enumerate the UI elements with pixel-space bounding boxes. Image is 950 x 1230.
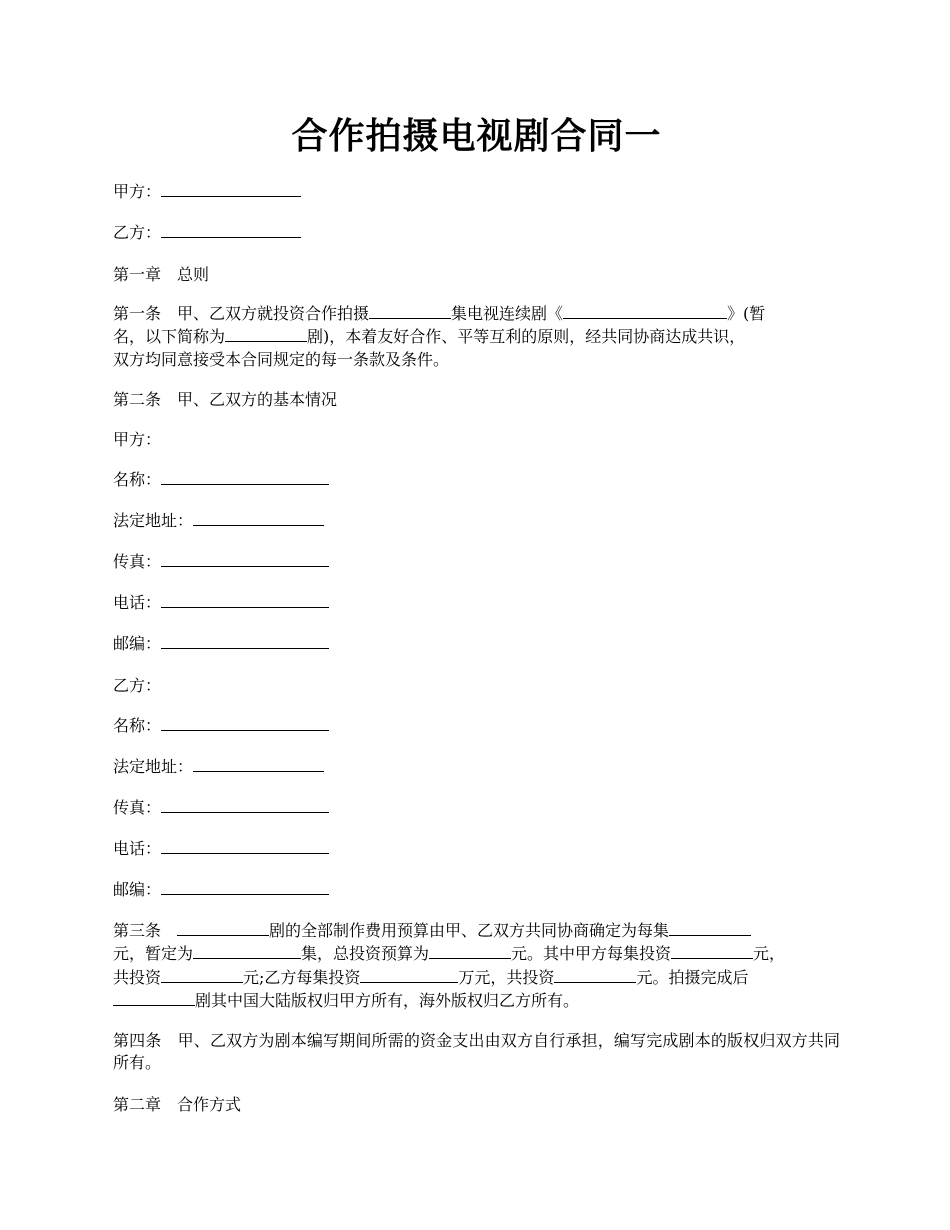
party-b-per-episode-blank[interactable] bbox=[360, 967, 458, 983]
party-a-phone-blank[interactable] bbox=[161, 592, 329, 608]
party-b-name-line bbox=[113, 715, 840, 737]
article-3-text: 元。其中甲方每集投资 bbox=[511, 944, 672, 963]
party-a-fax-blank[interactable] bbox=[161, 551, 329, 567]
phone-label: 电话： bbox=[113, 593, 162, 612]
party-b-section: 乙方： bbox=[113, 676, 162, 695]
article-1-text: 》(暂 bbox=[727, 304, 766, 323]
party-a-postcode-line bbox=[113, 633, 840, 655]
fax-label: 传真： bbox=[113, 552, 162, 571]
party-a-address-line bbox=[113, 510, 840, 532]
article-3-text: 第三条 bbox=[113, 921, 178, 940]
article-3-text: 元， bbox=[753, 944, 786, 963]
fax-label: 传真： bbox=[113, 798, 162, 817]
article-3-line-3 bbox=[113, 967, 840, 989]
drama-name-blank-2[interactable] bbox=[113, 990, 195, 1006]
party-b-address-blank[interactable] bbox=[193, 756, 324, 772]
party-a-per-episode-blank[interactable] bbox=[671, 943, 753, 959]
article-1-text: 集电视连续剧《 bbox=[451, 304, 564, 323]
party-a-label: 甲方： bbox=[113, 182, 162, 201]
party-a-address-blank[interactable] bbox=[193, 510, 324, 526]
party-b-phone-blank[interactable] bbox=[161, 838, 329, 854]
party-a-line bbox=[113, 181, 840, 203]
party-b-name-blank[interactable] bbox=[161, 715, 329, 731]
party-a-blank[interactable] bbox=[161, 181, 301, 197]
party-b-blank[interactable] bbox=[161, 222, 301, 238]
chapter-1-heading: 第一章 总则 bbox=[113, 265, 210, 284]
name-label: 名称： bbox=[113, 716, 162, 735]
article-4: 第四条 甲、乙双方为剧本编写期间所需的资金支出由双方自行承担，编写完成剧本的版权归双方共同所有。 bbox=[113, 1031, 840, 1072]
article-1-text: 名，以下简称为 bbox=[113, 327, 226, 346]
party-b-line bbox=[113, 222, 840, 244]
article-1-line-2 bbox=[113, 326, 840, 348]
article-3-text: 集，总投资预算为 bbox=[301, 944, 430, 963]
drama-title-blank[interactable] bbox=[563, 303, 727, 319]
party-b-phone-line bbox=[113, 838, 840, 860]
total-budget-blank[interactable] bbox=[429, 943, 511, 959]
article-3-text: 元。拍摄完成后 bbox=[636, 968, 749, 987]
party-a-section: 甲方： bbox=[113, 430, 162, 449]
party-a-fax-line bbox=[113, 551, 840, 573]
per-episode-budget-blank[interactable] bbox=[669, 920, 751, 936]
postcode-label: 邮编： bbox=[113, 634, 162, 653]
article-3-text: 万元，共投资 bbox=[458, 968, 555, 987]
article-3-text: 元;乙方每集投资 bbox=[243, 968, 361, 987]
party-a-postcode-blank[interactable] bbox=[161, 633, 329, 649]
drama-name-blank[interactable] bbox=[177, 920, 269, 936]
party-b-label: 乙方： bbox=[113, 223, 162, 242]
postcode-label: 邮编： bbox=[113, 880, 162, 899]
article-3-text: 元，暂定为 bbox=[113, 944, 194, 963]
party-a-total-blank[interactable] bbox=[161, 967, 243, 983]
party-b-total-blank[interactable] bbox=[554, 967, 636, 983]
episode-count-blank[interactable] bbox=[369, 303, 451, 319]
article-1-line-3: 双方均同意接受本合同规定的每一条款及条件。 bbox=[113, 350, 450, 369]
article-3-line-2 bbox=[113, 943, 840, 965]
article-3-line-4 bbox=[113, 990, 840, 1012]
article-3-line-1 bbox=[113, 920, 840, 942]
chapter-2-heading: 第二章 合作方式 bbox=[113, 1095, 242, 1114]
phone-label: 电话： bbox=[113, 839, 162, 858]
party-a-name-line bbox=[113, 469, 840, 491]
article-3-text: 剧的全部制作费用预算由甲、乙双方共同协商确定为每集 bbox=[269, 921, 670, 940]
party-b-postcode-line bbox=[113, 879, 840, 901]
article-3-text: 剧其中国大陆版权归甲方所有，海外版权归乙方所有。 bbox=[195, 991, 580, 1010]
article-3-text: 共投资 bbox=[113, 968, 162, 987]
party-a-phone-line bbox=[113, 592, 840, 614]
article-1-text: 第一条 甲、乙双方就投资合作拍摄 bbox=[113, 304, 370, 323]
address-label: 法定地址： bbox=[113, 757, 194, 776]
party-a-name-blank[interactable] bbox=[161, 469, 329, 485]
article-1-text: 剧)，本着友好合作、平等互利的原则，经共同协商达成共识， bbox=[307, 327, 746, 346]
party-b-postcode-blank[interactable] bbox=[161, 879, 329, 895]
episode-number-blank[interactable] bbox=[193, 943, 301, 959]
party-b-address-line bbox=[113, 756, 840, 778]
name-label: 名称： bbox=[113, 470, 162, 489]
party-b-fax-blank[interactable] bbox=[161, 797, 329, 813]
party-b-fax-line bbox=[113, 797, 840, 819]
short-name-blank[interactable] bbox=[225, 326, 307, 342]
document-title: 合作拍摄电视剧合同一 bbox=[291, 115, 662, 157]
article-2-heading: 第二条 甲、乙双方的基本情况 bbox=[113, 390, 338, 409]
address-label: 法定地址： bbox=[113, 511, 194, 530]
article-1-line-1 bbox=[113, 303, 840, 325]
